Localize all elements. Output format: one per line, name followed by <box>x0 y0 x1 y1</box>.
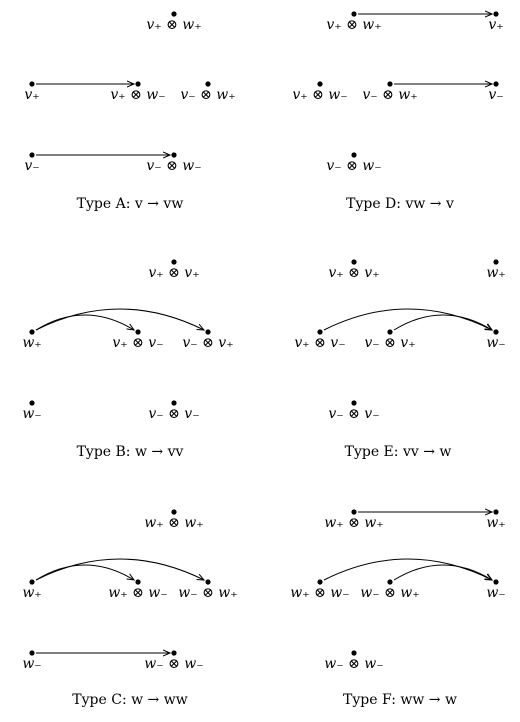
node-label-wp_wm: w₊ ⊗ w₋ <box>108 585 168 601</box>
node-dot-vm_vp <box>387 329 392 334</box>
node-label-wp: w₊ <box>486 265 506 281</box>
node-label-vp: v₊ <box>24 87 40 103</box>
node-label-wp: w₊ <box>22 335 42 351</box>
caption-type-c: Type C: w → ww <box>72 692 188 708</box>
node-dot-wp <box>29 579 34 584</box>
node-dot-wm <box>493 579 498 584</box>
node-label-wp_wp: w₊ ⊗ w₊ <box>144 515 204 531</box>
panel-type-d <box>292 11 503 212</box>
panel-type-f <box>290 509 505 708</box>
node-dot-wp_wp <box>351 509 356 514</box>
node-label-vp_wm: v₊ ⊗ w₋ <box>110 87 166 103</box>
node-dot-vm_wm <box>351 152 356 157</box>
curved-arrow-wp-to-vp_vm <box>36 315 134 330</box>
caption-type-f: Type F: ww → w <box>343 692 457 708</box>
node-label-vp_wp: v₊ ⊗ w₊ <box>326 17 382 33</box>
node-dot-wm_wp <box>387 579 392 584</box>
node-dot-vp_wm <box>317 81 322 86</box>
node-dot-wp_wp <box>171 509 176 514</box>
caption-type-a: Type A: v → vw <box>76 196 184 212</box>
node-label-vm_vm: v₋ ⊗ v₋ <box>328 406 380 422</box>
panel-type-b <box>22 259 233 460</box>
node-label-wp: w₊ <box>486 515 506 531</box>
node-dot-vm_vp <box>205 329 210 334</box>
curved-arrow-wp-to-vm_vp <box>36 309 204 330</box>
node-label-vm_wm: v₋ ⊗ w₋ <box>326 158 382 174</box>
node-dot-vp_vm <box>135 329 140 334</box>
node-dot-wp <box>493 259 498 264</box>
node-dot-vm_wp <box>205 81 210 86</box>
node-dot-vm_vm <box>351 400 356 405</box>
node-dot-vp_wp <box>171 11 176 16</box>
curved-arrow-vp_vm-to-wm <box>324 309 492 330</box>
node-label-vm: v₋ <box>24 158 40 174</box>
curved-arrow-wm_wp-to-wm <box>394 565 492 580</box>
node-label-wm: w₋ <box>486 335 506 351</box>
node-label-vm_vm: v₋ ⊗ v₋ <box>148 406 200 422</box>
curved-arrow-wp-to-wp_wm <box>36 565 134 580</box>
node-label-wm: w₋ <box>486 585 506 601</box>
panel-type-a <box>24 11 235 212</box>
node-label-vp_wm: v₊ ⊗ w₋ <box>292 87 348 103</box>
node-label-vm: v₋ <box>488 87 504 103</box>
node-dot-wp <box>29 329 34 334</box>
caption-type-b: Type B: w → vv <box>76 444 184 460</box>
node-dot-vp_vp <box>171 259 176 264</box>
caption-type-d: Type D: vw → v <box>346 196 454 212</box>
curved-arrow-vm_vp-to-wm <box>394 315 492 330</box>
node-label-wm_wp: w₋ ⊗ w₊ <box>360 585 420 601</box>
node-dot-wm <box>29 400 34 405</box>
node-dot-wp_wm <box>317 579 322 584</box>
node-dot-wm_wm <box>351 650 356 655</box>
node-dot-vp <box>29 81 34 86</box>
node-label-wm_wm: w₋ ⊗ w₋ <box>144 656 204 672</box>
node-label-vm_wp: v₋ ⊗ w₊ <box>180 87 236 103</box>
curved-arrow-wp-to-wm_wp <box>36 559 204 580</box>
node-label-vm_vp: v₋ ⊗ v₊ <box>182 335 234 351</box>
node-dot-vm_vm <box>171 400 176 405</box>
node-label-wm: w₋ <box>22 656 42 672</box>
node-dot-vm <box>29 152 34 157</box>
node-label-vp_vm: v₊ ⊗ v₋ <box>112 335 164 351</box>
node-dot-vp <box>493 11 498 16</box>
node-label-vp_wp: v₊ ⊗ w₊ <box>146 17 202 33</box>
node-label-wp_wm: w₊ ⊗ w₋ <box>290 585 350 601</box>
node-dot-vp_vp <box>351 259 356 264</box>
node-label-vm_vp: v₋ ⊗ v₊ <box>364 335 416 351</box>
caption-type-e: Type E: vv → w <box>344 444 452 460</box>
node-dot-vp_wp <box>351 11 356 16</box>
node-label-wp: w₊ <box>22 585 42 601</box>
node-dot-vp_vm <box>317 329 322 334</box>
curved-arrow-wp_wm-to-wm <box>324 559 492 580</box>
node-label-wm_wp: w₋ ⊗ w₊ <box>178 585 238 601</box>
node-dot-wm <box>493 329 498 334</box>
node-label-vp_vp: v₊ ⊗ v₊ <box>148 265 200 281</box>
node-label-wm_wm: w₋ ⊗ w₋ <box>324 656 384 672</box>
panel-type-e <box>294 259 505 460</box>
node-dot-wm_wp <box>205 579 210 584</box>
node-label-vp_vp: v₊ ⊗ v₊ <box>328 265 380 281</box>
node-dot-vm_wm <box>171 152 176 157</box>
node-dot-wp <box>493 509 498 514</box>
panel-type-c <box>22 509 237 708</box>
node-label-wp_wp: w₊ ⊗ w₊ <box>324 515 384 531</box>
node-dot-vm <box>493 81 498 86</box>
node-label-vm_wp: v₋ ⊗ w₊ <box>362 87 418 103</box>
node-dot-wm_wm <box>171 650 176 655</box>
node-dot-wm <box>29 650 34 655</box>
node-dot-wp_wm <box>135 579 140 584</box>
node-dot-vp_wm <box>135 81 140 86</box>
node-label-wm: w₋ <box>22 406 42 422</box>
node-label-vp_vm: v₊ ⊗ v₋ <box>294 335 346 351</box>
node-label-vp: v₊ <box>488 17 504 33</box>
node-dot-vm_wp <box>387 81 392 86</box>
node-label-vm_wm: v₋ ⊗ w₋ <box>146 158 202 174</box>
